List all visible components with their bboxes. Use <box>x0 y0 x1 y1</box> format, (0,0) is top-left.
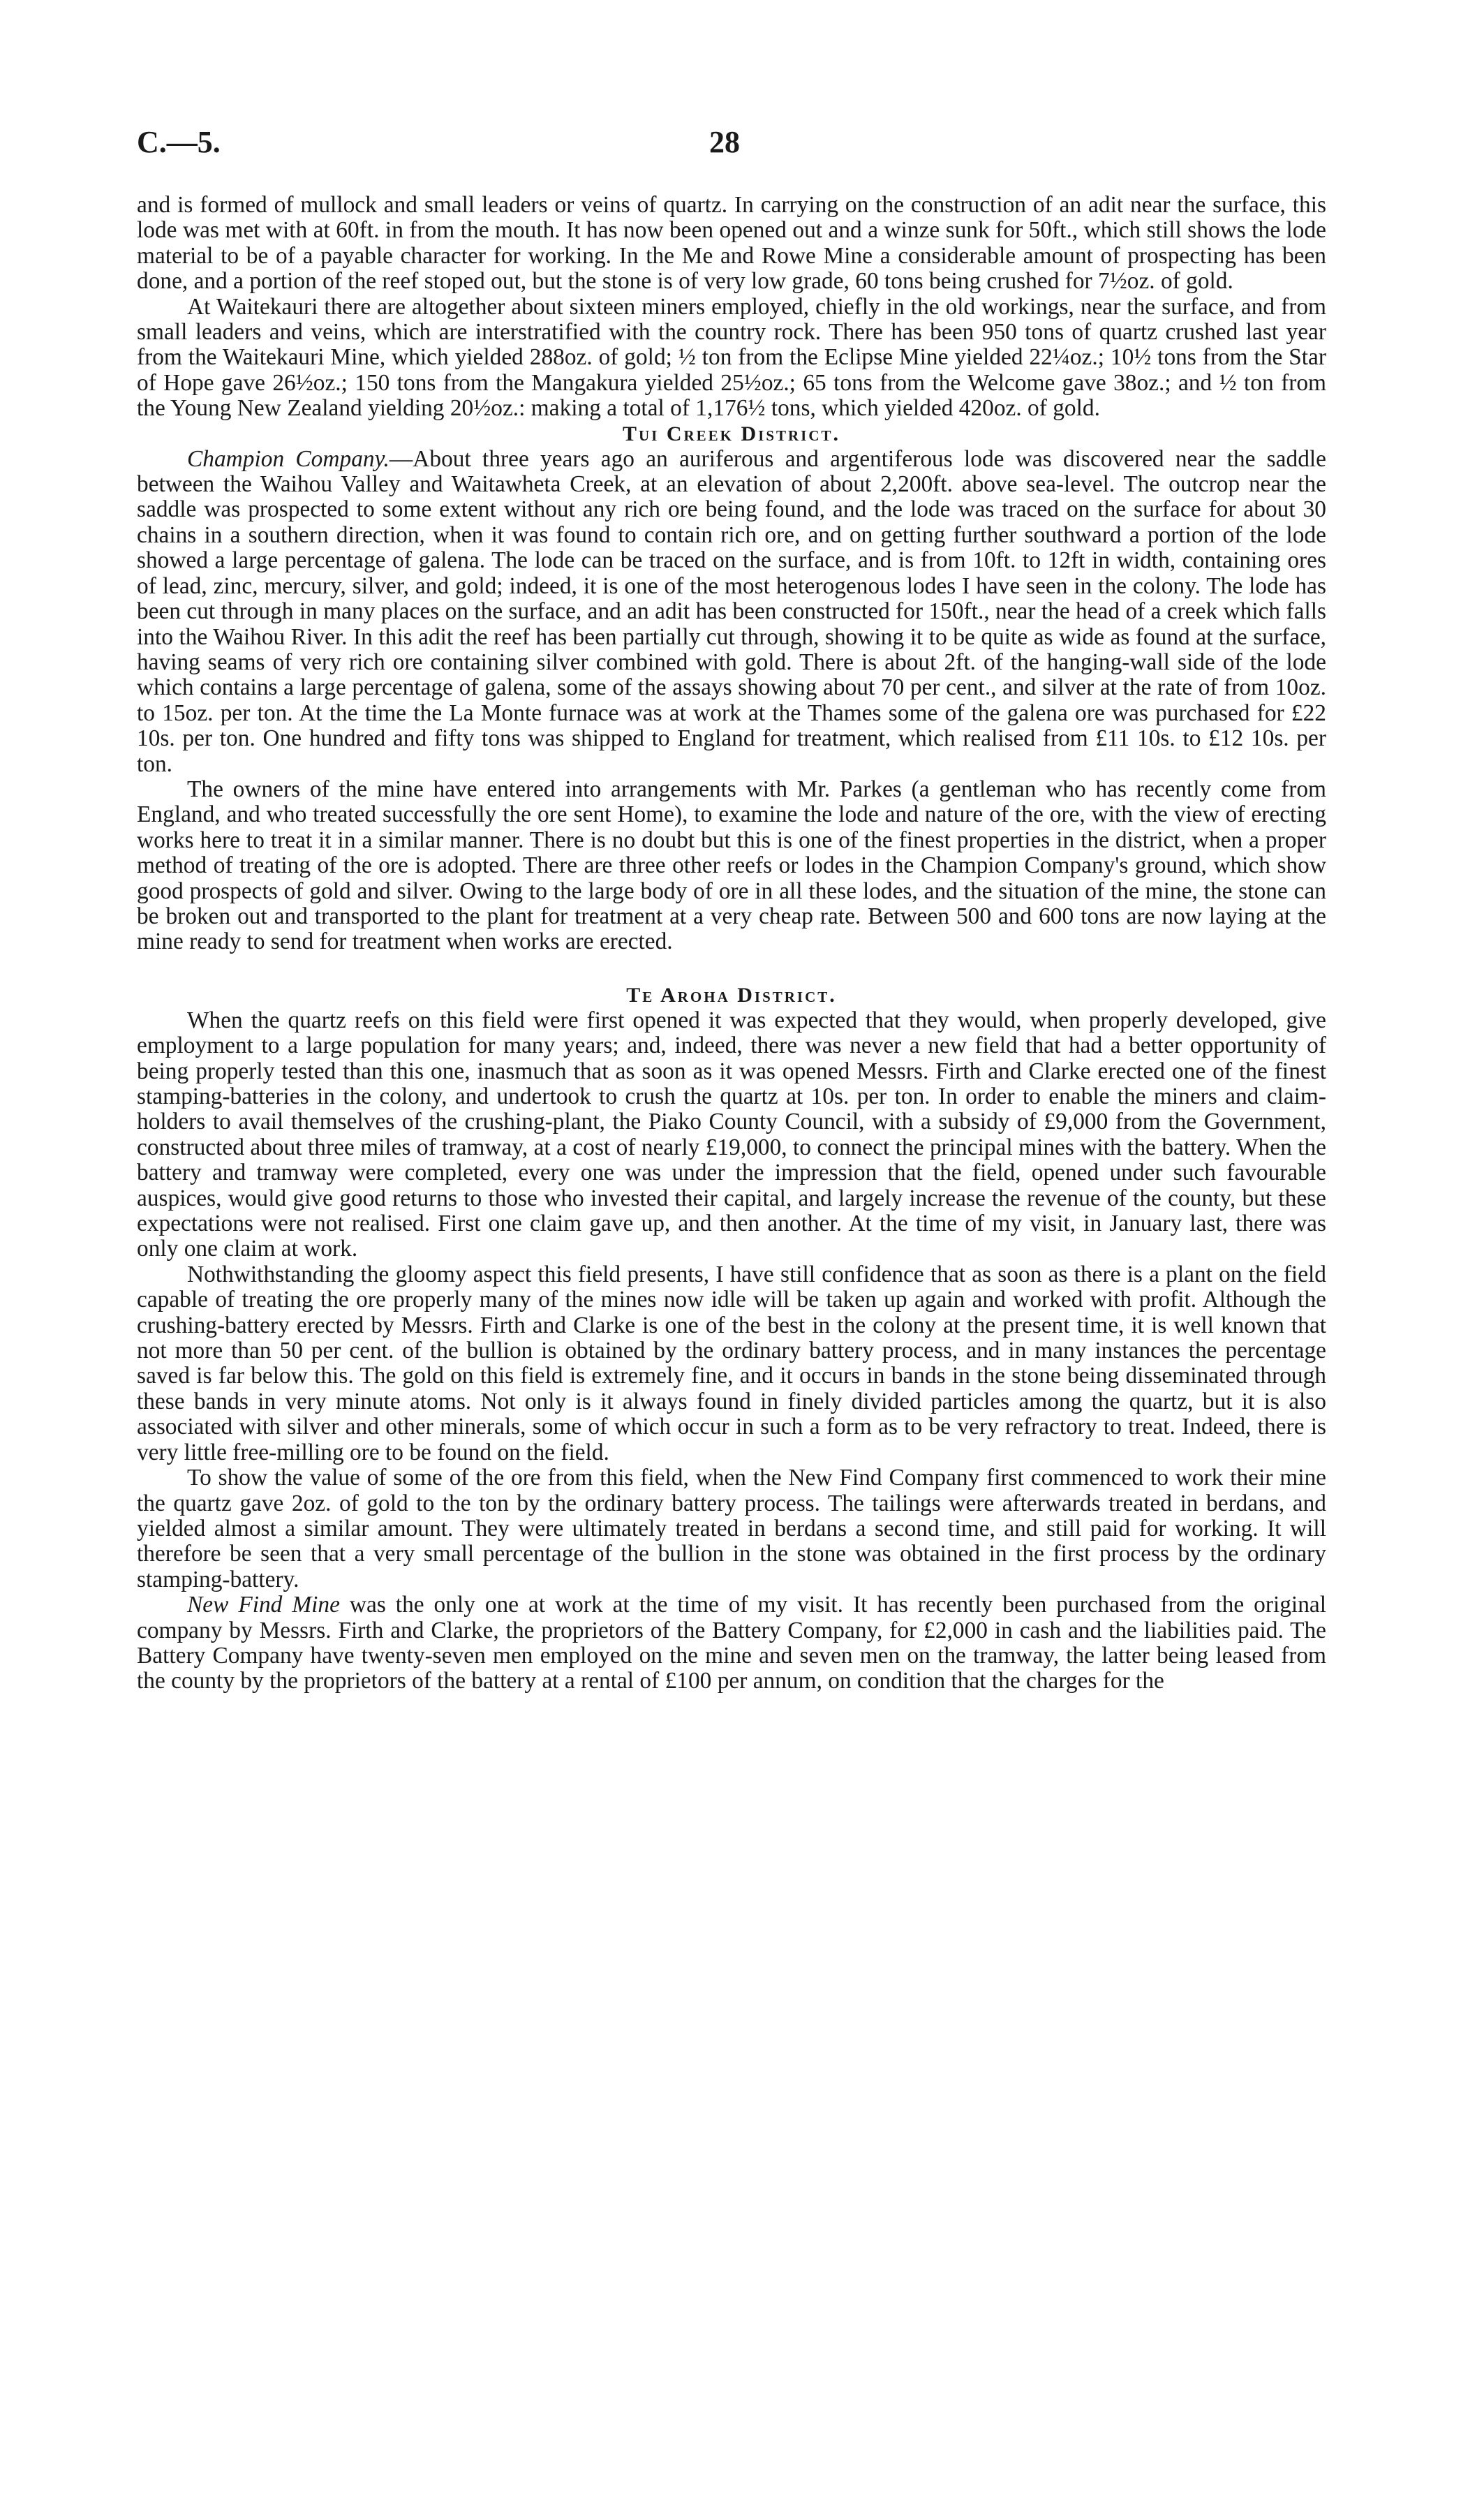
heading-te-aroha-district: Te Aroha District. <box>626 983 837 1007</box>
paragraph-champion-company <box>137 447 1326 777</box>
new-find-mine-lead: New Find Mine <box>187 1592 340 1618</box>
document-reference: C.—5. <box>137 125 221 159</box>
page-number: 28 <box>709 125 740 159</box>
paragraph-champion-owners: The owners of the mine have entered into arrangements with Mr. Parkes (a gentleman who has recently come from England, and who treated successfully the ore sent Home), to examine the lode and nature of the ore, with the view of erecting works here to treat it in a similar manner. There is no doubt but this is one of the finest properties in the district, when a proper method of treating of the ore is adopted. There are three other reefs or lodes in the Champion Company's ground, which show good prospects of gold and silver. Owing to the large body of ore in all these lodes, and the situation of the mine, the stone can be broken out and transported to the plant for treatment at a very cheap rate. Between 500 and 600 tons are now laying at the mine ready to send for treatment when works are erected. <box>137 776 1326 955</box>
champion-company-text: —About three years ago an auriferous and argentiferous lode was discovered near the saddle between the Waihou Valley and Waitawheta Creek, at an elevation of about 2,200ft. above sea-level. The outcrop near the saddle was prospected to some extent without any rich ore being found, and the lode was traced on the surface for about 30 chains in a southern direction, when it was found to contain rich ore, and on getting further southward a portion of the lode showed a large percentage of galena. The lode can be traced on the surface, and is from 10ft. to 12ft in width, containing ores of lead, zinc, mercury, silver, and gold; indeed, it is one of the most heterogenous lodes I have seen in the colony. The lode has been cut through in many places on the surface, and an adit has been constructed for 150ft., near the head of a creek which falls into the Waihou River. In this adit the reef has been partially cut through, showing it to be quite as wide as found at the surface, having seams of very rich ore containing silver combined with gold. There is about 2ft. of the hanging-wall side of the lode which contains a large percentage of galena, some of the assays showing about 70 per cent., and silver at the rate of from 10oz. to 15oz. per ton. At the time the La Monte furnace was at work at the Thames some of the galena ore was purchased for £22 10s. per ton. One hundred and fifty tons was shipped to England for treatment, which realised from £11 10s. to £12 10s. per ton. <box>137 445 1326 777</box>
paragraph-new-find-mine <box>137 1592 1326 1694</box>
paragraph-new-find-value: To show the value of some of the ore from this field, when the New Find Company first commenced to work their mine the quartz gave 2oz. of gold to the ton by the ordinary battery process. The tailings were afterwards treated in berdans, and yielded almost a similar amount. They were ultimately treated in berdans a second time, and still paid for working. It will therefore be seen that a very small percentage of the bullion in the stone was obtained in the first process by the ordinary stamping-battery. <box>137 1465 1326 1592</box>
heading-tui-creek-district: Tui Creek District. <box>622 422 841 445</box>
paragraph-waitekauri-continued: and is formed of mullock and small leaders or veins of quartz. In carrying on the construction of an adit near the surface, this lode was met with at 60ft. in from the mouth. It has now been opened out and a winze sunk for 50ft., which still shows the lode material to be of a payable character for working. In the Me and Rowe Mine a considerable amount of prospecting has been done, and a portion of the reef stoped out, but the stone is of very low grade, 60 tons being crushed for 7½oz. of gold. <box>137 192 1326 295</box>
paragraph-te-aroha-confidence: Nothwithstanding the gloomy aspect this field presents, I have still confidence that as soon as there is a plant on the field capable of treating the ore properly many of the mines now idle will be taken up again and worked with profit. Although the crushing-battery erected by Messrs. Firth and Clarke is one of the best in the colony at the present time, it is well known that not more than 50 per cent. of the bullion is obtained by the ordinary battery process, and in many instances the percentage saved is far below this. The gold on this field is extremely fine, and it occurs in bands in the stone being disseminated through these bands in very minute atoms. Not only is it always found in finely divided particles among the quartz, but it is also associated with silver and other minerals, some of which occur in such a form as to be very refractory to treat. Indeed, there is very little free-milling ore to be found on the field. <box>137 1261 1326 1465</box>
paragraph-waitekauri: At Waitekauri there are altogether about sixteen miners employed, chiefly in the old workings, near the surface, and from small leaders and veins, which are interstratified with the country rock. There has been 950 tons of quartz crushed last year from the Waitekauri Mine, which yielded 288oz. of gold; ½ ton from the Eclipse Mine yielded 22¼oz.; 10½ tons from the Star of Hope gave 26½oz.; 150 tons from the Mangakura yielded 25½oz.; 65 tons from the Welcome gave 38oz.; and ½ ton from the Young New Zealand yielding 20½oz.: making a total of 1,176½ tons, which yielded 420oz. of gold. <box>137 293 1326 422</box>
page-body <box>137 193 1326 1694</box>
champion-company-lead: Champion Company. <box>187 445 389 472</box>
page-header <box>137 124 1323 166</box>
new-find-mine-text: was the only one at work at the time of my visit. It has recently been purchased from the original company by Messrs. Firth and Clarke, the proprietors of the Battery Company, for £2,000 in cash and the liabilities paid. The Battery Company have twenty-seven men employed on the mine and seven men on the tramway, the latter being leased from the county by the proprietors of the battery at a rental of £100 per annum, on condition that the charges for the <box>137 1592 1326 1694</box>
paragraph-te-aroha-reefs: When the quartz reefs on this field were first opened it was expected that they would, when properly developed, give employment to a large population for many years; and, indeed, there was never a new field that had a better opportunity of being properly tested than this one, inasmuch that as soon as it was opened Messrs. Firth and Clarke erected one of the finest stamping-batteries in the colony, and undertook to crush the quartz at 10s. per ton. In order to enable the miners and claim-holders to avail themselves of the crushing-plant, the Piako County Council, with a subsidy of £9,000 from the Government, constructed about three miles of tramway, at a cost of nearly £19,000, to connect the principal mines with the battery. When the battery and tramway were completed, every one was under the impression that the field, opened under such favourable auspices, would give good returns to those who invested their capital, and largely increase the revenue of the county, but these expectations were not realised. First one claim gave up, and then another. At the time of my visit, in January last, there was only one claim at work. <box>137 1007 1326 1262</box>
